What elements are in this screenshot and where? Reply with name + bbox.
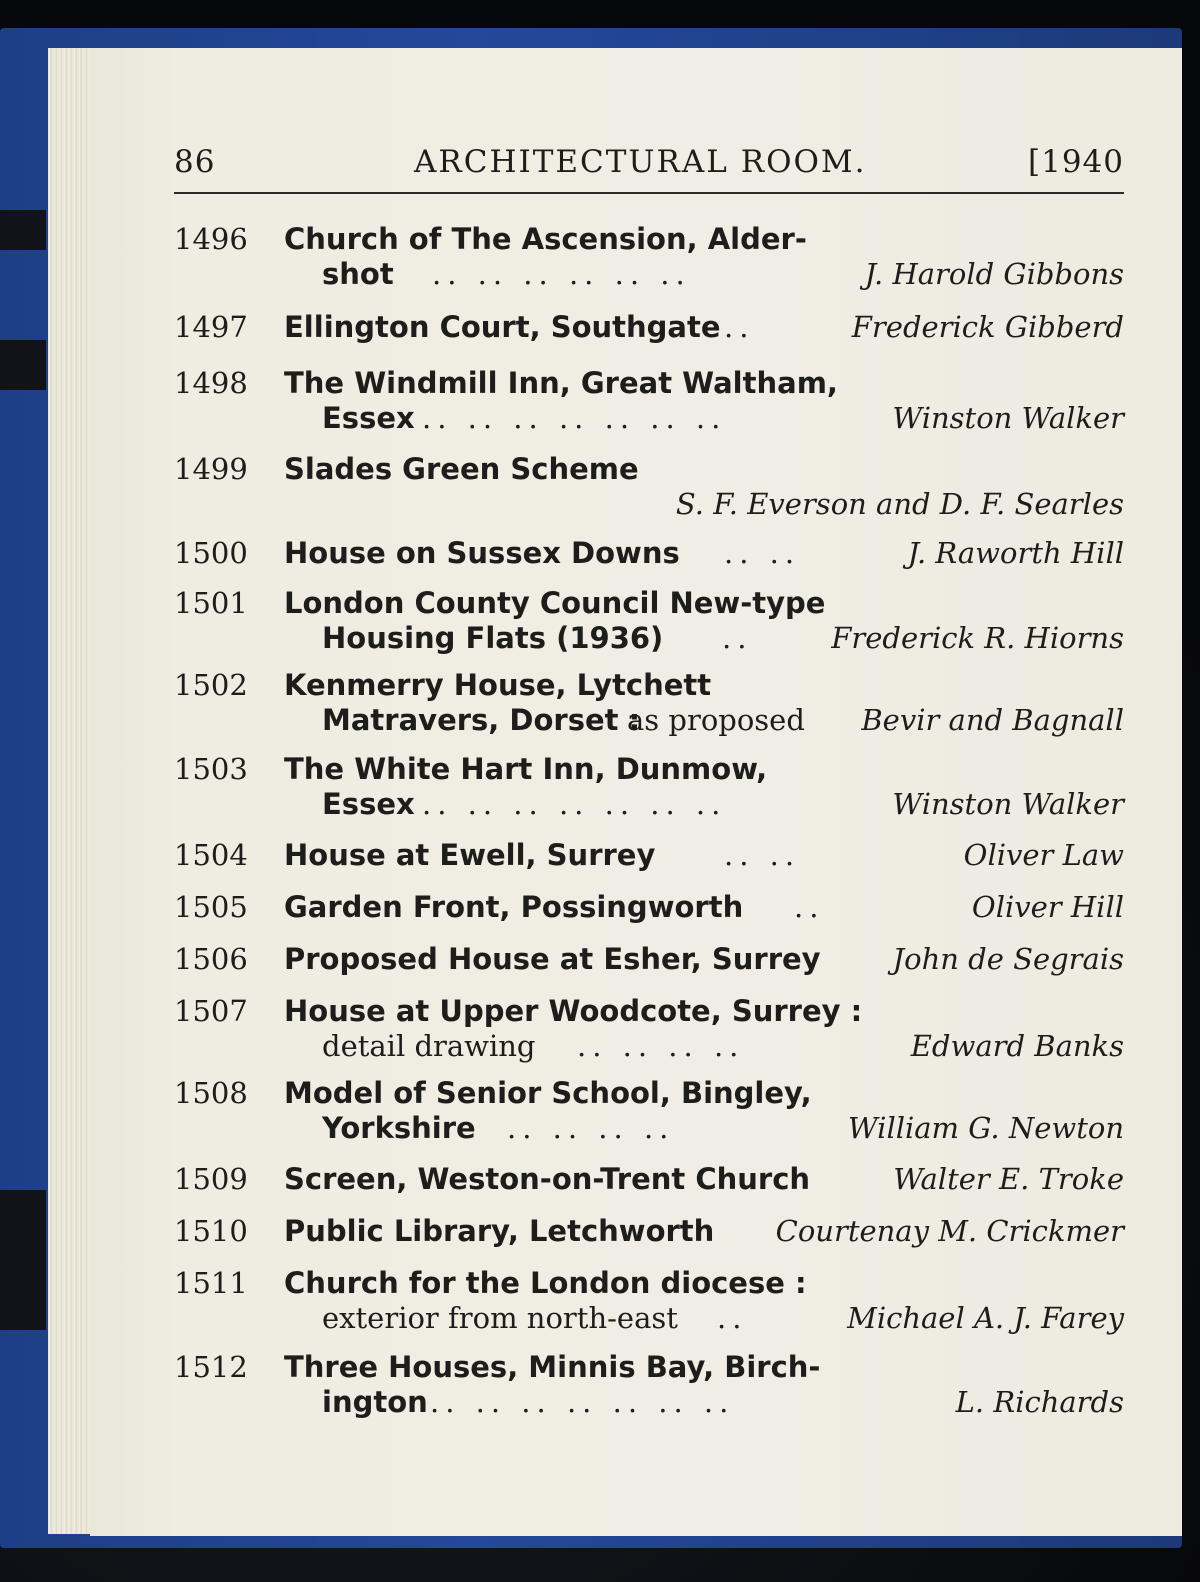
entry-number: 1503 (174, 752, 248, 786)
entry-number: 1506 (174, 942, 248, 976)
entry-number: 1502 (174, 668, 248, 702)
entry-number: 1510 (174, 1214, 248, 1248)
leader-dots: .. .. (724, 838, 801, 872)
entry-title: Slades Green Scheme (284, 452, 639, 486)
entry-title: Model of Senior School, Bingley, (284, 1076, 812, 1110)
entry-number: 1499 (174, 452, 248, 486)
entry-number: 1509 (174, 1162, 248, 1196)
entry-title: Kenmerry House, Lytchett (284, 668, 712, 702)
entry-author: Oliver Hill (971, 890, 1124, 924)
entry-title: House at Ewell, Surrey (284, 838, 656, 872)
header-rule (174, 192, 1124, 194)
page-number: 86 (174, 144, 216, 180)
leader-dots: .. .. (724, 536, 801, 570)
entry-title-continued: Essex (322, 787, 415, 821)
entry-author: Bevir and Bagnall (861, 703, 1124, 737)
leader-dots: .. .. .. .. .. .. .. (422, 401, 727, 435)
header-year: [1940 (1028, 144, 1124, 180)
running-header (174, 144, 1124, 184)
entry-title-continued: detail drawing (322, 1029, 536, 1063)
entry-author: John de Segrais (892, 942, 1124, 976)
entry-title-continued: Yorkshire (322, 1111, 476, 1145)
entry-author: Winston Walker (892, 401, 1124, 435)
entry-title: The White Hart Inn, Dunmow, (284, 752, 768, 786)
leader-dots: .. .. .. .. (507, 1111, 675, 1145)
entry-author: Edward Banks (910, 1029, 1124, 1063)
entry-title: The Windmill Inn, Great Waltham, (284, 366, 838, 400)
entry-author: Courtenay M. Crickmer (775, 1214, 1124, 1248)
leader-dots: .. .. .. .. .. .. (432, 257, 691, 291)
entry-title: House at Upper Woodcote, Surrey : (284, 994, 863, 1028)
leader-dots: .. (724, 310, 755, 344)
entry-number: 1500 (174, 536, 248, 570)
leader-dots: .. .. .. .. (577, 1029, 745, 1063)
entry-title: Three Houses, Minnis Bay, Birch- (284, 1350, 821, 1384)
binding-tab (0, 340, 46, 390)
entry-author: William G. Newton (847, 1111, 1124, 1145)
binding-tab (0, 210, 46, 250)
entry-title: Proposed House at Esher, Surrey (284, 942, 821, 976)
entry-author: Walter E. Troke (893, 1162, 1124, 1196)
entry-title: Screen, Weston-on-Trent Church (284, 1162, 811, 1196)
book-page (90, 48, 1182, 1536)
entry-number: 1511 (174, 1266, 248, 1300)
leader-dots: .. (794, 890, 825, 924)
binding-tab (0, 1190, 46, 1330)
entry-title: Public Library, Letchworth (284, 1214, 715, 1248)
page-edges (48, 48, 96, 1534)
entry-title-continued: ington (322, 1385, 428, 1419)
entry-number: 1498 (174, 366, 248, 400)
entry-number: 1497 (174, 310, 248, 344)
entry-title: Church of The Ascension, Alder- (284, 222, 807, 256)
entry-title-continued: exterior from north-east (322, 1301, 678, 1335)
entry-author: L. Richards (955, 1385, 1124, 1419)
entry-title-continued: Housing Flats (1936) (322, 621, 664, 655)
entry-number: 1512 (174, 1350, 248, 1384)
leader-dots: .. .. .. .. .. .. .. (422, 787, 727, 821)
entry-number: 1507 (174, 994, 248, 1028)
entry-number: 1504 (174, 838, 248, 872)
entry-title-continued: shot (322, 257, 394, 291)
entry-title-continued: Essex (322, 401, 415, 435)
entry-author: J. Raworth Hill (907, 536, 1124, 570)
entry-title: Garden Front, Possingworth (284, 890, 744, 924)
entry-title: House on Sussex Downs (284, 536, 680, 570)
entry-author: J. Harold Gibbons (864, 257, 1124, 291)
entry-author: Frederick Gibberd (851, 310, 1124, 344)
leader-dots: .. (717, 1301, 748, 1335)
entry-number: 1496 (174, 222, 248, 256)
entry-title-continued: Matravers, Dorset : (322, 703, 641, 737)
entry-author: Frederick R. Hiorns (831, 621, 1124, 655)
leader-dots: .. .. .. .. .. .. .. (430, 1385, 735, 1419)
entry-title: Ellington Court, Southgate (284, 310, 721, 344)
entry-author: Michael A. J. Farey (847, 1301, 1124, 1335)
page-title: ARCHITECTURAL ROOM. (414, 144, 867, 180)
entry-note: as proposed (627, 703, 805, 737)
leader-dots: .. (722, 621, 753, 655)
entry-number: 1505 (174, 890, 248, 924)
entry-number: 1508 (174, 1076, 248, 1110)
entry-author: S. F. Everson and D. F. Searles (675, 487, 1124, 521)
entry-author: Oliver Law (963, 838, 1124, 872)
entry-title: Church for the London diocese : (284, 1266, 807, 1300)
entry-number: 1501 (174, 586, 248, 620)
entry-author: Winston Walker (892, 787, 1124, 821)
entry-title: London County Council New-type (284, 586, 826, 620)
